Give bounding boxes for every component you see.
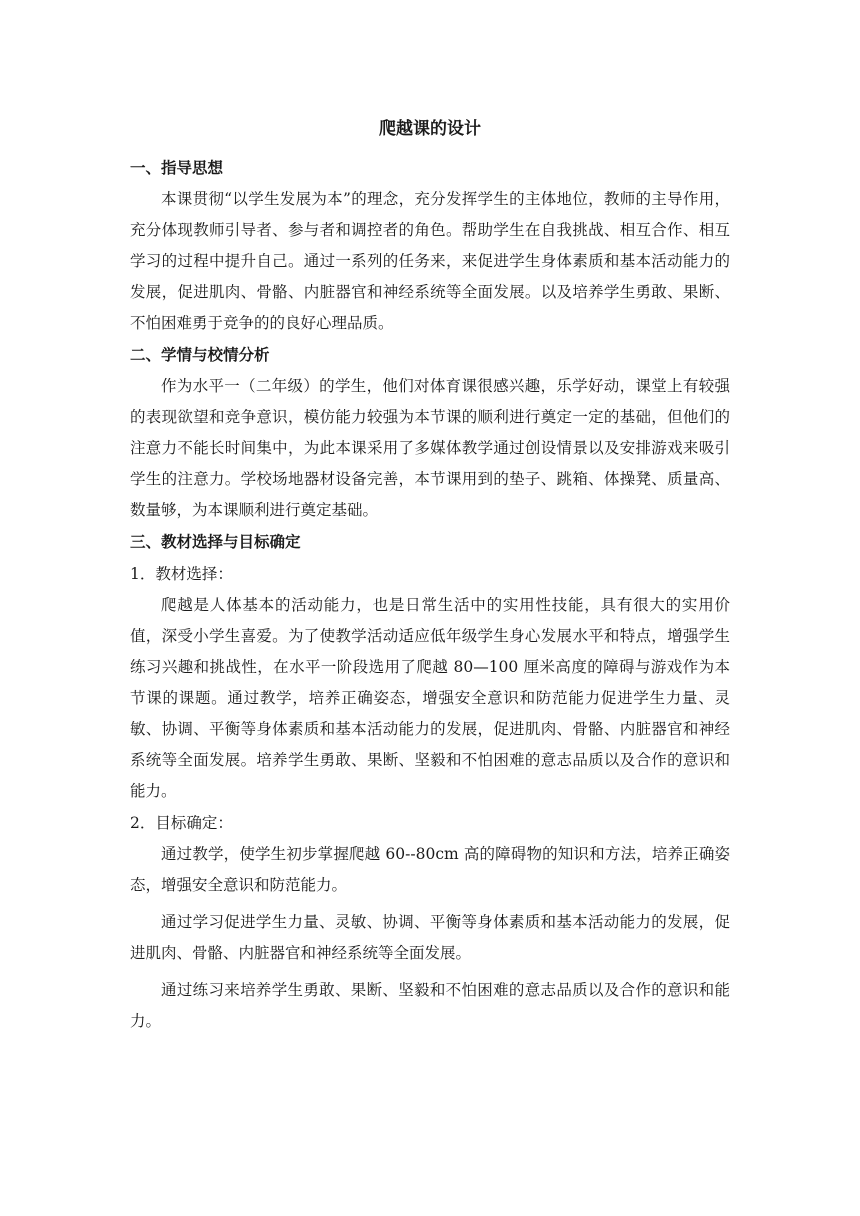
section-heading-materials-goals: 三、教材选择与目标确定 (130, 533, 301, 551)
document-body (130, 152, 730, 1037)
paragraph-guiding-ideology: 本课贯彻“以学生发展为本”的理念，充分发挥学生的主体地位，教师的主导作用，充分体现教师引导者、参与者和调控者的角色。帮助学生在自我挑战、相互合作、相互学习的过程中提升自己。通过一系列的任务来，来促进学生身体素质和基本活动能力的发展，促进肌肉、骨骼、内脏器官和神经系统等全面发展。以及培养学生勇敢、果断、不怕困难勇于竞争的的良好心理品质。 (130, 190, 730, 332)
paragraph-goal-3: 通过练习来培养学生勇敢、果断、坚毅和不怕困难的意志品质以及合作的意识和能力。 (130, 981, 730, 1030)
section-heading-guiding-ideology: 一、指导思想 (130, 159, 224, 177)
paragraph-material-selection: 爬越是人体基本的活动能力，也是日常生活中的实用性技能，具有很大的实用价值，深受小学生喜爱。为了使教学活动适应低年级学生身心发展水平和特点，增强学生练习兴趣和挑战性，在水平一阶段选用了爬越 80—100 厘米高度的障碍与游戏作为本节课的课题。通过教学，培养正确姿态，增强安全意识和防范能力促进学生力量、灵敏、协调、平衡等身体素质和基本活动能力的发展，促进肌肉、骨骼、内脏器官和神经系统等全面发展。培养学生勇敢、果断、坚毅和不怕困难的意志品质以及合作的意识和能力。 (130, 596, 730, 800)
subheading-material-selection: 1．教材选择： (130, 565, 233, 583)
document-title: 爬越课的设计 (379, 119, 481, 139)
section-heading-student-analysis: 二、学情与校情分析 (130, 346, 270, 364)
paragraph-student-analysis: 作为水平一（二年级）的学生，他们对体育课很感兴趣，乐学好动，课堂上有较强的表现欲望和竞争意识，模仿能力较强为本节课的顺利进行奠定一定的基础，但他们的注意力不能长时间集中，为此本课采用了多媒体教学通过创设情景以及安排游戏来吸引学生的注意力。学校场地器材设备完善，本节课用到的垫子、跳箱、体操凳、质量高、数量够，为本课顺利进行奠定基础。 (130, 377, 730, 519)
subheading-goal-setting: 2．目标确定： (130, 814, 233, 832)
paragraph-goal-2: 通过学习促进学生力量、灵敏、协调、平衡等身体素质和基本活动能力的发展，促进肌肉、骨骼、内脏器官和神经系统等全面发展。 (130, 913, 730, 962)
paragraph-goal-1: 通过教学，使学生初步掌握爬越 60--80cm 高的障碍物的知识和方法，培养正确姿态，增强安全意识和防范能力。 (130, 845, 730, 894)
